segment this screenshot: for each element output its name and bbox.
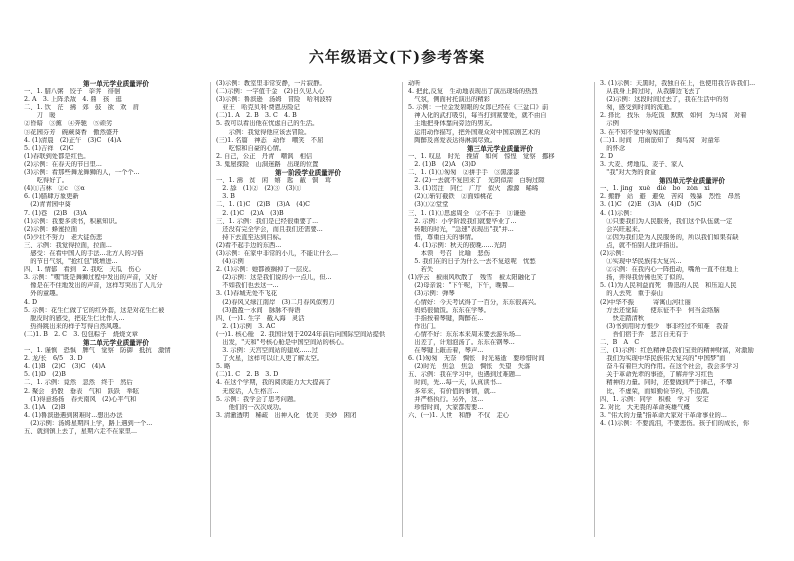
answer-column-2 (216, 80, 400, 420)
answer-line: 2. 示例：小学阶段我们就要毕业了... (408, 217, 517, 225)
answer-line: 手指按着琴键，陶醉在... (408, 314, 484, 322)
answer-line: 若失 (408, 266, 434, 274)
answer-line: 出差了，计划泡汤了。东东在钢琴... (408, 339, 515, 346)
answer-line: 惜，尊重白天的事情。 (408, 233, 478, 241)
answer-line: 吾们宿于乔 悲言自无有于 (600, 330, 689, 338)
answer-line: 5. 示例：花生仁做了它的红外套，这是对花生仁被 (24, 306, 165, 314)
answer-line: (1)浮云 被雨风吹散了 残雪 被太阳融化了 (408, 274, 537, 282)
answer-line: (二)1. C 2. B 3. D (216, 371, 279, 379)
answer-line: 3. (1)C (2)E (3)A (4)D (5)C (600, 201, 702, 209)
answer-line: "我"对大秀的食盒 (600, 169, 657, 177)
answer-line: 二、1. (1)C (2)B (3)A (4)C (216, 201, 310, 209)
answer-line: (3)示例：弹琴 (408, 290, 455, 298)
column-divider (402, 82, 403, 537)
answer-line: 二、B A C (600, 339, 640, 346)
answer-line: 2. (1)示例 3. AC (216, 322, 276, 330)
answer-line: (三)1. 名篇 神态 动作 嘲笑 不屈 (216, 136, 324, 144)
answer-line: 比，不虚荣，而如勤俭节约，不追潮。 (600, 387, 714, 395)
answer-line: 2. (1)C (2)A (3)B (216, 209, 284, 217)
answer-line: 多年来，有价值的事情，就... (408, 387, 496, 395)
answer-line: 持下去直至达到目标。 (216, 233, 286, 241)
answer-line: (3)示例：看那些舞龙舞狮的人，一个个... (24, 169, 140, 177)
answer-line: 扬，弄得我仿佛也笑了似的。 (600, 274, 689, 282)
answer-line: 5. (1)为人民利益而死 鲁迅的人民 和压迫人民 (600, 282, 737, 290)
section-heading: 第一阶段学业质量评价 (275, 169, 341, 178)
answer-line: 2. 龙/长 6/5 3. D (24, 355, 83, 363)
answer-line: 精神的力量。同时，还要做到严于律己，不攀 (600, 379, 733, 387)
answer-line: 时间，先...每一天，认真读书... (408, 379, 502, 387)
answer-line: 四、1. 情郁 看到 2. 我吃 天瓜 伤心 (24, 266, 141, 274)
answer-line: 3. (1)春城无处不飞花 (216, 290, 278, 298)
column-divider (594, 82, 595, 537)
answer-line: 动听 (408, 80, 421, 87)
answer-line: 外的童趣。 (24, 290, 62, 298)
column-divider (210, 82, 211, 537)
answer-line: (2)示例： (600, 249, 628, 257)
answer-line: 一、1. 沸 贫 闲 嬉 匙 蔽 铜 茸 (216, 177, 332, 185)
answer-line: ②示例：在我内心一阵扭动，嘴角一直不住地上 (600, 266, 739, 274)
section-heading: 第四单元学业质量评价 (659, 177, 725, 186)
answer-line: 会兴旺起来。 (600, 225, 645, 233)
answer-line: 二、1. 饮 茫 拂 郊 鼓 欲 欢 肩 (24, 104, 140, 112)
answer-line: (2)示例：汤姆星期四上学，路上遇到一个... (24, 419, 153, 427)
answer-line: 6. (1)腊肆万象更新 (24, 193, 79, 201)
answer-line: 2. 聚会 扔骰 垂表 气和 跃跃 举眩 (24, 387, 140, 395)
answer-line: 2. (1)B (2)A (3)D (408, 160, 476, 168)
answer-line: (2)示例：这是我们说的小一点儿，但... (216, 274, 332, 282)
answer-line: 三、1. 示例：我们是已经很重要了... (216, 217, 319, 225)
answer-line: 4. 在这个学期，我的阅读能力大大提高了 (216, 379, 332, 387)
answer-line: 4. (1)示例：秋天的夜晚......光阴 (408, 241, 507, 249)
answer-line: 珍惜时间，大家都需要... (408, 403, 484, 411)
answer-line: (2)母亲说："下午呢，下午，晚餐... (408, 282, 514, 290)
answer-line: 3. 清澈透明 稀疏 出神入化 优美 美妙 困闭 (216, 411, 357, 419)
answer-line: 在琴键上敲击着，琴声... (408, 347, 484, 355)
answer-line: (2)中华不振 寄寓山河壮丽 (600, 298, 691, 306)
answer-line: 的人去死 重于泰山 (600, 290, 663, 298)
answer-line: 亚王 哈克贝利·费恩历险记 (216, 104, 300, 112)
answer-line: 我们为实现中华民族伟大复兴的"中国梦"而 (600, 355, 726, 363)
answer-line: 吃得好了。 (24, 177, 69, 185)
answer-column-1 (24, 80, 208, 436)
answer-line: 2. 舔 (1)② (2)③ (3)① (216, 185, 302, 193)
answer-line: (二)1. B 2. C 3. 包包粽子 烧烧文章 (24, 330, 138, 338)
answer-line: 三、(1)示例：红色精神是我们宝贵的精神财富，对激励 (600, 347, 754, 355)
answer-line: 2. D (600, 152, 614, 160)
answer-line: 陶醉及喜爱表达得淋漓尽致。 (408, 136, 497, 144)
answer-line: 无废话，人生格言... (216, 387, 279, 395)
answer-line: 奋斗有着巨大的作用。在这个社会，我会多学习 (600, 363, 739, 371)
answer-line: 3. 示例：天宫空间站的建成......过 (216, 347, 318, 355)
answer-line: 主地把身体靠向旁边的男友。 (408, 120, 497, 128)
answer-line: 2. 对比 大无畏的革命英雄气概 (600, 403, 690, 411)
answer-line: 一、1. 叹息 时光 挽留 如何 惊惶 觉察 挪移 (408, 152, 555, 160)
answer-line: (1)得意扬扬 春夫南风 (2)心平气和 (24, 395, 137, 403)
answer-line: (二)示例：一字值千金 (2)日久见人心 (216, 88, 325, 96)
answer-line: 4. (1)B (2)C (3)C (4)A (24, 363, 106, 371)
answer-line: 四、1. 示例：同学 积极 学习 安定 (600, 395, 709, 403)
answer-line: ①只要我们为人民服务，我们这个队伍就一定 (600, 217, 733, 225)
answer-line: 3. "伟大的力量"指革命大家对干革命事业的... (600, 411, 727, 419)
answer-line: 3. B (216, 193, 235, 201)
answer-line: 五、示例：我在学习中，也遇到过难题... (408, 371, 522, 379)
answer-line: ②因为我们是为人民服务的，所以我们如果有缺 (600, 233, 739, 241)
answer-line: 4. D (24, 298, 38, 306)
answer-line: 并严格执行。另外，这... (408, 395, 484, 403)
answer-line: 转眼的时光，"急速"表现出"我"并... (408, 225, 514, 233)
answer-line: 3. (1)示例：天黑时，我独自在上，也使用我告诉我们... (600, 80, 756, 87)
answer-line: ②昏暗 ③薰 ④奔驰 ⑤顽劣 (24, 120, 113, 128)
answer-line: (4)①吉林 ②c ③α (24, 185, 85, 193)
answer-column-3 (408, 80, 592, 420)
answer-line: 运用动作描写，把外国观众对中国京剧艺术的 (408, 128, 541, 136)
answer-line: 方去还觉陆 使东征不乎 何当金络脑 (600, 306, 720, 314)
answer-line: 气氛，侧面衬托演出的精彩 (408, 96, 490, 104)
answer-line: (1)示例：我要多读书，积累知识。 (24, 217, 122, 225)
answer-line: 示例：我觉得他应该去冒险。 (216, 128, 311, 136)
answer-line: 4. (1)示例： (600, 209, 636, 217)
answer-line: 三、1. (1)①思虑周全 ②不在手 ③谦逊 (408, 209, 526, 217)
answer-line: (5)少壮不努力 老大徒伤悲 (24, 233, 103, 241)
answer-line: (2)示例：这段时间过去了，我在生活中的勿 (600, 96, 729, 104)
answer-line: (3)示例：教室里非常安静，一片寂静。 (216, 80, 326, 87)
answer-line: 匆，感受到时间的流逝。 (600, 104, 676, 112)
answer-line: 5. 示例：我学会了思考问题。 (216, 395, 300, 403)
answer-line: (2)看不起手边的东西... (216, 241, 282, 249)
answer-line: (2)示例：蜂蜜拉面 (24, 225, 77, 233)
answer-line: 作出门。 (408, 322, 440, 330)
answer-line: 点，就不怕别人批评指出。 (600, 241, 682, 249)
answer-line: (2)青青园中葵 (24, 201, 71, 209)
answer-line: (3)盈盈一水间 脉脉不得语 (216, 306, 301, 314)
answer-line: 5. (1)吉祥 (2)C (24, 144, 74, 152)
answer-line: (二)1. 时间 用雨筋知了 掏鸟窝 对童年 (600, 136, 720, 144)
answer-line: 3. (1)贯注 同仁 广厅 似火 源源 晞晞 (408, 185, 539, 193)
answer-line: 像是在不住地发出的声音，这样写突出了人儿分 (24, 282, 163, 290)
section-heading: 第一单元学业质量评价 (83, 80, 149, 88)
answer-line: 2. A 3. 上阵杀敌 4. 鼎 孩 逛 (24, 96, 122, 104)
answer-line: 妈妈很做饭。东东在学琴。 (408, 306, 490, 314)
answer-line: (3)书到用时方恨少 事非经过不知难 我昔 (600, 322, 729, 330)
answer-line: 一、1. 谨慎 恐惧 脾气 觉察 防御 抵抗 激情 (24, 347, 171, 355)
answer-line: 感受：在看中国人的手法...北方人的习俗 (24, 249, 144, 257)
answer-line: ③花园芬芳 碗蕨葵香 傲然盛开 (24, 128, 119, 136)
section-heading: 第三单元学业质量评价 (467, 144, 533, 153)
answer-line: 吃惊和自豪的心情。 (216, 144, 286, 152)
page-title: 六年级语文(下)参考答案 (308, 48, 486, 66)
answer-line: 神入化的武打吸引，每当打到紧要处，就不由自 (408, 112, 547, 120)
answer-line: 三、示例：我觉得拉面，拉面... (24, 241, 112, 249)
answer-line: 一、1. 腊八粥 饺子 荸荠 徘徊 (24, 88, 121, 96)
answer-line: (一)1. 核心舱 2. 我国计划于2024年前后向国际空间站提供 (216, 330, 386, 338)
answer-line: ①实现中华民族伟大复兴... (600, 258, 682, 266)
answer-line: 他们的一次次成功。 (216, 403, 286, 411)
answer-line: 2. 自己，公正 丹青 嘲讽 相信 (216, 152, 313, 160)
answer-line: 五、就到镇上去了，星期六走不在家里... (24, 428, 138, 436)
answer-line: 4. 把此,反复 生动地表现出了演出现场的热烈 (408, 88, 538, 96)
answer-line: 二、1. (1)①匆匆 ②拼手手 ③黑漆漆 (408, 169, 520, 177)
answer-line: 3. 在不知不觉中匆匆流逝 (600, 128, 671, 136)
answer-line: 心情不好：东东本来周末要去游乐场... (408, 330, 522, 338)
answer-line: 出发，"天和"号核心舱是中国空间站的核心。 (216, 339, 348, 346)
answer-line: (2)①斩钉截铁 ②面如桃花 (408, 193, 493, 201)
section-heading: 第二单元学业质量评价 (83, 339, 149, 347)
answer-line: 2. 搬静 站 避 避免 苦闷 残暴 烈性 昂然 (600, 193, 741, 201)
answer-line: 5. 我可以看出他在忧虑自己的生活。 (216, 120, 319, 128)
answer-line: (2)春风又绿江南岸 (3)二月春风似剪刀 (216, 298, 335, 306)
answer-line: 5. 我们在的日子为什么一去不复返呢 忧愁 (408, 258, 536, 266)
answer-line: 3. 鬼屋探险 山洞迷路 出现的位置 (216, 160, 319, 168)
answer-line: 了火星，这样可以让人更了解太空。 (216, 355, 324, 363)
answer-line: 本领 号召 比喻 悲伤 (408, 249, 490, 257)
answer-line: 六、(一)1. 人世 和静 不仅 走心 (408, 411, 510, 419)
answer-line: 刀 暖 (24, 112, 56, 120)
answer-line: 的怀念 (600, 144, 626, 152)
answer-line: 2. (1)示例：她都被搁掉了一层皮。 (216, 266, 315, 274)
answer-line: 示例 (600, 120, 619, 128)
answer-line: 二、1. 示例：竟然 忽然 终于 然后 (24, 379, 133, 387)
answer-line: 脱皮时的感受，把花生仁比作人... (24, 314, 125, 322)
answer-line: (2)时光 焦急 焦急 惆怅 失望 失落 (408, 363, 531, 371)
answer-line: (3)示例：鲁滨逊 汤姆 冒险 哈利波特 (216, 96, 332, 104)
answer-line: 4. (1)清晨 (2)正午 (3)C (4)A (24, 136, 122, 144)
answer-line: 5. 略 (216, 363, 231, 371)
answer-line: 3. 大麦、烤地瓜、麦子、家人 (600, 160, 684, 168)
answer-line: 4. (1)示例：不要流泪，不要悲伤。孩子们的成长，你 (600, 419, 750, 427)
answer-line: 从我身上跨过时，从我脚边飞去了 (600, 88, 701, 96)
answer-line: 心情好：今天考试得了一百分，东东很高兴。 (408, 298, 541, 306)
answer-line: (1)春联到处都是红色。 (24, 152, 90, 160)
answer-line: 4. (1)鲁滨逊遇到困难时...想出办法 (24, 411, 123, 419)
answer-line: 3. 示例："嘿"既是舞狮过程中发出的声音，又好 (24, 274, 158, 282)
answer-line: (3)①②堂堂 (408, 201, 449, 209)
answer-line: (2)示例：在春天的节日里... (24, 160, 102, 168)
answer-line: 快走踏清秋 (600, 314, 645, 322)
answer-line: 四、(一)1. 生字 截入海 灵活 (216, 314, 305, 322)
answer-line: 不如我们也去这一... (216, 282, 279, 290)
answer-line: 5. (1)D (2)B (24, 371, 66, 379)
answer-line: 一、1. jìng xuè dié bo zòn xì (600, 185, 710, 193)
answer-line: 5. 示例：一位金发碧眼的女郎已经在《三盆口》前 (408, 104, 549, 112)
answer-line: 关于革命先辈的事迹，了解并学习红色 (600, 371, 714, 379)
answer-line: 的节日气氛，"抢红包"既增进... (24, 258, 118, 266)
answer-line: 2. (2)一去就不复回来了 光阴似箭 白驹过隙 (408, 177, 545, 185)
answer-line: 2. 择比 找乐 乐吃饭 默默 如何 为马窝 对着 (600, 112, 747, 120)
answer-line: (二)1. A 2. B 3. C 4. B (216, 112, 297, 120)
answer-line: 6. (1)匆匆 无奈 惆怅 时光易逝 要珍惜时间 (408, 355, 545, 363)
answer-line: 3. (1)A (2)B (24, 403, 66, 411)
answer-line: (3)示例：在家中非常的小儿，不能让什么... (216, 249, 338, 257)
answer-column-4 (600, 80, 784, 428)
answer-line: 还没有完全学会，而且我们还需要... (216, 225, 323, 233)
answer-line: 7. (1)巷 (2)B (3)A (24, 209, 87, 217)
answer-line: (4)示例 (216, 258, 244, 266)
answer-line: 热得跳出来的样子写得自然风趣。 (24, 322, 125, 330)
